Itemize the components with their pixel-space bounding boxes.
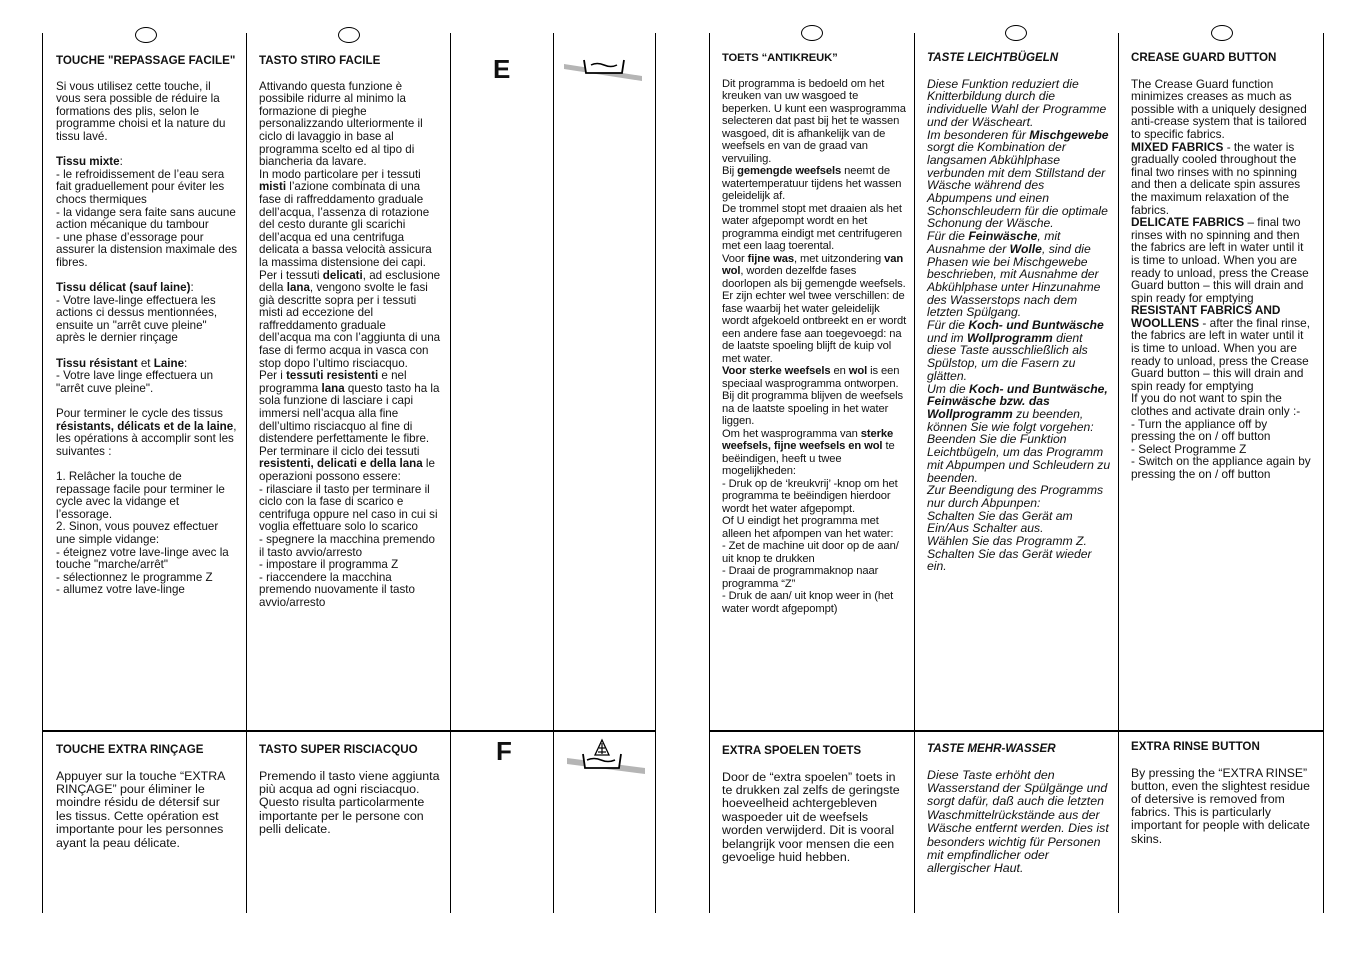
extra-rinse-tub-icon	[565, 738, 647, 776]
section-title: TASTO STIRO FACILE	[259, 54, 381, 67]
left-divider-5	[655, 33, 656, 913]
paragraph: Si vous utilisez cette touche, il vous sera possible de réduire la formations des plis, selon le programme choisi et la nature du tissu lavé.	[56, 79, 226, 143]
english-crease-section	[1131, 52, 1315, 481]
paragraph: Per i tessuti resistenti e nel programma lana questo tasto ha la sola funzione di lasciare i capi immersi nell’acqua alla fine dell’ultimo risciacquo al fine di distendere perfettamente le fibre.	[259, 369, 440, 446]
paragraph: Diese Funktion reduziert die Knitterbildung durch die individuelle Wahl der Programme und der Wäscheart.	[927, 76, 1107, 129]
paragraph: - le refroidissement de l’eau sera fait graduellement pour éviter les chocs thermiques - la vidange sera faite sans aucune action mécanique du tambour - une phase d’essorage pour assurer la distension maximale des fibres.	[56, 167, 238, 269]
marker-circle	[135, 27, 157, 43]
paragraph: Bij gemengde weefsels neemt de watertemperatuur tijdens het wassen geleidelijk af. De trommel stopt met draaien als het water afgepompt wordt en het programma eindigt met centrifugeren met een laag toerental.	[722, 165, 902, 252]
paragraph: In modo particolare per i tessuti misti l’azione combinata di una fase di raffreddamento graduale dell’acqua, l’assenza di rotazione del cesto durante gli scarichi dell’acqua ed una centrifuga delicata a bassa velocità assicura la massima distensione dei capi.	[259, 167, 432, 269]
italian-extra-rinse-section	[259, 744, 441, 849]
paragraph: Per terminare il ciclo dei tessuti resistenti, delicati e della lana le operazioni possono essere:	[259, 444, 435, 483]
marker-circle	[338, 27, 360, 43]
paragraph: Om het wasprogramma van sterke weefsels, fijne weefsels en wol te beëindigen, heeft u twee mogelijkheden:	[722, 427, 895, 477]
german-extra-rinse-section	[927, 743, 1113, 888]
crease-guard-tub-icon	[562, 56, 644, 82]
paragraph: 1. Relâcher la touche de repassage facile pour terminer le cycle avec la vidange et l’essorage. 2. Sinon, vous pouvez effectuer une simple vidange: - éteignez votre lave-linge avec la touche "marche/arrêt" - sélectionnez le programme Z - allumez votre lave-linge	[56, 470, 229, 597]
left-divider-4	[553, 33, 554, 913]
paragraph: RESISTANT FABRICS AND WOOLLENS - after the final rinse, the fabrics are left in water until it is time to unload. When you are ready to unload, press the Crease Guard button – this will drain and spin ready for emptying If you do not want to spin the clothes and activate drain only :- - Turn the appliance off by pressing the on / off button - Select Programme Z - Switch on the appliance again by pressing the on / off button	[1131, 303, 1311, 481]
paragraph: - rilasciare il tasto per terminare il ciclo con la fase di scarico e centrifuga oppure nel caso in cui si voglia effettuare solo lo scarico - spegnere la macchina premendo il tasto avvio/arresto - impostare il programma Z - riaccendere la macchina premendo nuovamente il tasto avvio/arresto	[259, 482, 438, 609]
section-title: CREASE GUARD BUTTON	[1131, 51, 1277, 64]
paragraph: - Druk op de ‘kreukvrij’ -knop om het programma te beëindigen hierdoor wordt het water afgepompt. Of U eindigt het programma met alleen het afpompen van het water: - Zet de machine uit door op de aan/ uit knop te drukken - Draai de programmaknop naar programma “Z” - Druk de aan/ uit knop weer in (het water wordt afgepompt)	[722, 477, 899, 615]
paragraph: DELICATE FABRICS – final two rinses with no spinning and then the fabrics are left in water until it is time to unload. When you are ready to unload, press the Crease Guard button – this will drain and spin ready for emptying	[1131, 215, 1309, 305]
section-title: TASTE LEICHTBÜGELN	[927, 51, 1059, 64]
right-divider-3	[1118, 33, 1119, 913]
paragraph: Voor fijne was, met uitzondering van wol, worden dezelfde fases doorlopen als bij gemengde weefsels. Er zijn echter wel twee verschillen: de fase waarbij het water geleidelijk wordt afgekoeld ontbreekt en er wordt een andere fase aan toegevoegd: na de laatste spoeling blijft de kuip vol met water.	[722, 252, 907, 365]
marker-circle	[801, 25, 823, 41]
paragraph: Tissu mixte:	[56, 155, 123, 169]
section-letter-f: F	[496, 736, 512, 766]
english-extra-rinse-section	[1131, 741, 1317, 858]
paragraph: Voor sterke weefsels en wol is een speciaal wasprogramma ontworpen. Bij dit programma blijven de weefsels na de laatste spoeling in het water liggen.	[722, 365, 903, 427]
section-title: EXTRA RINSE BUTTON	[1131, 740, 1260, 753]
left-divider-1	[42, 33, 43, 913]
paragraph: Premendo il tasto viene aggiunta più acqua ad ogni risciacquo. Questo risulta particolarmente importante per le persone con pelli delicate.	[259, 768, 440, 837]
left-row-divider	[42, 730, 656, 732]
section-title: TOUCHE "REPASSAGE FACILE"	[56, 54, 236, 67]
paragraph: Beenden Sie die Funktion Leichtbügeln, um das Programm mit Abpumpen und Schleudern zu beenden. Zur Beendigung des Programms nur durch Abpunpen: Schalten Sie das Gerät am Ein/Aus Schalter aus. Wählen Sie das Programm Z. Schalten Sie das Gerät wieder ein.	[927, 432, 1111, 574]
right-row-divider	[709, 730, 1324, 732]
dutch-crease-section	[722, 52, 908, 615]
paragraph: Um die Koch- und Buntwäsche, Feinwäsche bzw. das Wollprogramm zu beenden, können Sie wie folgt vorgehen:	[927, 381, 1108, 434]
section-title: TASTO SUPER RISCIACQUO	[259, 743, 418, 756]
section-letter-e: E	[493, 54, 511, 84]
german-crease-section	[927, 52, 1111, 573]
french-extra-rinse-section	[56, 744, 238, 863]
paragraph: Attivando questa funzione è possibile ridurre al minimo la formazione di pieghe personalizzando ulteriormente il ciclo di lavaggio in base al programma scelto ed al tipo di biancheria da lavare.	[259, 79, 423, 169]
paragraph: Door de “extra spoelen” toets in te drukken zal zelfs de geringste hoeveelheid achtergebleven waspoeder uit de weefsels worden verwijderd. Dit is vooral belangrijk voor mensen die een gevoelige huid hebben.	[722, 769, 900, 865]
paragraph: Diese Taste erhöht den Wasserstand der Spülgänge und sorgt dafür, daß auch die letzten Waschmittelrückstände aus der Wäsche entfernt werden. Dies ist besonders wichtig für Personen mit empfindlicher oder allergischer Haut.	[927, 767, 1109, 876]
right-divider-4	[1323, 33, 1324, 913]
left-divider-2	[246, 33, 247, 913]
paragraph: Für die Feinwäsche, mit Ausnahme der Wolle, sind die Phasen wie bei Mischgewebe beschrieben, mit Ausnahme der Abkühlphase unter Hinzunahme des Wasserstops nach dem letzten Spülgang.	[927, 229, 1101, 320]
paragraph: - Votre lave linge effectuera un "arrêt cuve pleine".	[56, 369, 214, 395]
dutch-extra-rinse-section	[722, 745, 908, 877]
right-divider-2	[914, 33, 915, 913]
french-crease-section	[56, 55, 238, 610]
section-title: TOETS “ANTIKREUK”	[722, 52, 838, 64]
paragraph: Im besonderen für Mischgewebe sorgt die Kombination der langsamen Abkühlphase verbunden mit dem Stillstand der Wäsche während des Abpumpens und einen Schonschleudern für die optimale Schonung der Wäsche.	[927, 127, 1109, 231]
paragraph: Tissu résistant et Laine:	[56, 356, 188, 370]
paragraph: Per i tessuti delicati, ad esclusione della lana, vengono svolte le fasi già descritte sopra per i tessuti misti ad eccezione del raffreddamento graduale dell’acqua ma con l’aggiunta di una fase di fermo acqua in vasca con stop dopo l’ultimo risciacquo.	[259, 268, 441, 370]
marker-circle	[1005, 25, 1027, 41]
marker-circle	[1211, 25, 1233, 41]
paragraph: By pressing the “EXTRA RINSE” button, even the slightest residue of detersive is removed from fabrics. This is particularly important for people with delicate skins.	[1131, 765, 1310, 846]
right-divider-1	[709, 33, 710, 913]
paragraph: Pour terminer le cycle des tissus résistants, délicats et de la laine, les opérations à accomplir sont les suivantes :	[56, 407, 237, 458]
paragraph: Tissu délicat (sauf laine):	[56, 281, 194, 295]
section-title: TOUCHE EXTRA RINÇAGE	[56, 743, 204, 756]
paragraph: The Crease Guard function minimizes creases as much as possible with a uniquely designed anti-crease system that is tailored to specific fabrics.	[1131, 76, 1307, 141]
italian-crease-section	[259, 55, 441, 610]
paragraph: MIXED FABRICS - the water is gradually cooled throughout the final two rinses with no spinning and then a delicate spin assures the maximum relaxation of the fabrics.	[1131, 139, 1301, 217]
left-divider-3	[450, 33, 451, 913]
section-title: EXTRA SPOELEN TOETS	[722, 744, 862, 757]
paragraph: Für die Koch- und Buntwäsche und im Wollprogramm dient diese Taste ausschließlich als Spülstop, um die Fasern zu glätten.	[927, 318, 1104, 383]
section-title: TASTE MEHR-WASSER	[927, 742, 1056, 755]
paragraph: Appuyer sur la touche “EXTRA RINÇAGE” pour éliminer le moindre résidu de détersif sur les tissus. Cette opération est importante pour les personnes ayant la peau délicate.	[56, 768, 225, 850]
paragraph: - Votre lave-linge effectuera les actions ci dessus mentionnées, ensuite un "arrêt cuve pleine" après le dernier rinçage	[56, 293, 218, 345]
paragraph: Dit programma is bedoeld om het kreuken van uw wasgoed te beperken. U kunt een wasprogramma selecteren dat past bij het te wassen wasgoed, dit is afhankelijk van de weefsels en van de graad van vervuiling.	[722, 77, 906, 165]
